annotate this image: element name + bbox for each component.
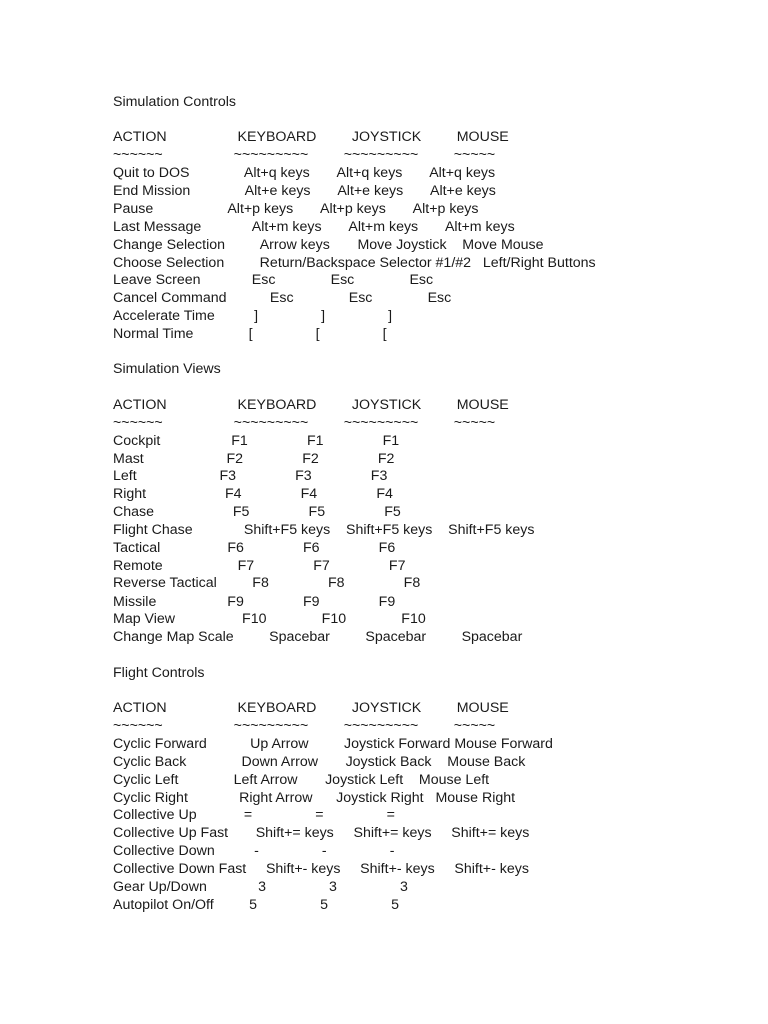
tilde-underline-row: ~~~~~~ ~~~~~~~~~ ~~~~~~~~~ ~~~~~ <box>113 718 496 734</box>
tilde-underline-row: ~~~~~~ ~~~~~~~~~ ~~~~~~~~~ ~~~~~ <box>113 415 496 431</box>
column-header-row: ACTION KEYBOARD JOYSTICK MOUSE <box>113 700 509 716</box>
section-title: Simulation Views <box>113 361 221 377</box>
control-row: Map View F10 F10 F10 <box>113 611 426 627</box>
control-row: Cyclic Left Left Arrow Joystick Left Mouse Left <box>113 772 490 788</box>
control-row: Leave Screen Esc Esc Esc <box>113 272 434 288</box>
control-row: Collective Down Fast Shift+- keys Shift+- keys Shift+- keys <box>113 861 529 877</box>
control-row: Collective Up Fast Shift+= keys Shift+= keys Shift+= keys <box>113 825 530 841</box>
control-row: Normal Time [ [ [ <box>113 326 387 342</box>
control-row: Cancel Command Esc Esc Esc <box>113 290 452 306</box>
control-row: Choose Selection Return/Backspace Selector #1/#2 Left/Right Buttons <box>113 255 596 271</box>
control-row: Right F4 F4 F4 <box>113 486 393 502</box>
control-row: Flight Chase Shift+F5 keys Shift+F5 keys Shift+F5 keys <box>113 522 535 538</box>
control-row: Autopilot On/Off 5 5 5 <box>113 897 399 913</box>
control-row: Cyclic Back Down Arrow Joystick Back Mouse Back <box>113 754 526 770</box>
tilde-underline-row: ~~~~~~ ~~~~~~~~~ ~~~~~~~~~ ~~~~~ <box>113 147 496 163</box>
control-row: Cyclic Right Right Arrow Joystick Right Mouse Right <box>113 790 516 806</box>
control-row: Mast F2 F2 F2 <box>113 451 395 467</box>
section-title: Flight Controls <box>113 665 205 681</box>
control-row: Remote F7 F7 F7 <box>113 558 406 574</box>
control-row: End Mission Alt+e keys Alt+e keys Alt+e keys <box>113 183 496 199</box>
column-header-row: ACTION KEYBOARD JOYSTICK MOUSE <box>113 129 509 145</box>
control-row: Chase F5 F5 F5 <box>113 504 401 520</box>
control-row: Left F3 F3 F3 <box>113 468 388 484</box>
section-title: Simulation Controls <box>113 94 237 110</box>
control-row: Change Selection Arrow keys Move Joystick Move Mouse <box>113 237 544 253</box>
column-header-row: ACTION KEYBOARD JOYSTICK MOUSE <box>113 397 509 413</box>
control-row: Last Message Alt+m keys Alt+m keys Alt+m keys <box>113 219 515 235</box>
control-row: Change Map Scale Spacebar Spacebar Spacebar <box>113 629 523 645</box>
control-row: Reverse Tactical F8 F8 F8 <box>113 575 421 591</box>
control-row: Quit to DOS Alt+q keys Alt+q keys Alt+q keys <box>113 165 496 181</box>
control-row: Gear Up/Down 3 3 3 <box>113 879 408 895</box>
control-row: Cockpit F1 F1 F1 <box>113 433 400 449</box>
control-row: Missile F9 F9 F9 <box>113 594 396 610</box>
control-row: Collective Down - - - <box>113 843 395 859</box>
control-row: Pause Alt+p keys Alt+p keys Alt+p keys <box>113 201 479 217</box>
control-row: Cyclic Forward Up Arrow Joystick Forward Mouse Forward <box>113 736 553 752</box>
control-row: Tactical F6 F6 F6 <box>113 540 396 556</box>
control-row: Collective Up = = = <box>113 807 395 823</box>
control-row: Accelerate Time ] ] ] <box>113 308 393 324</box>
